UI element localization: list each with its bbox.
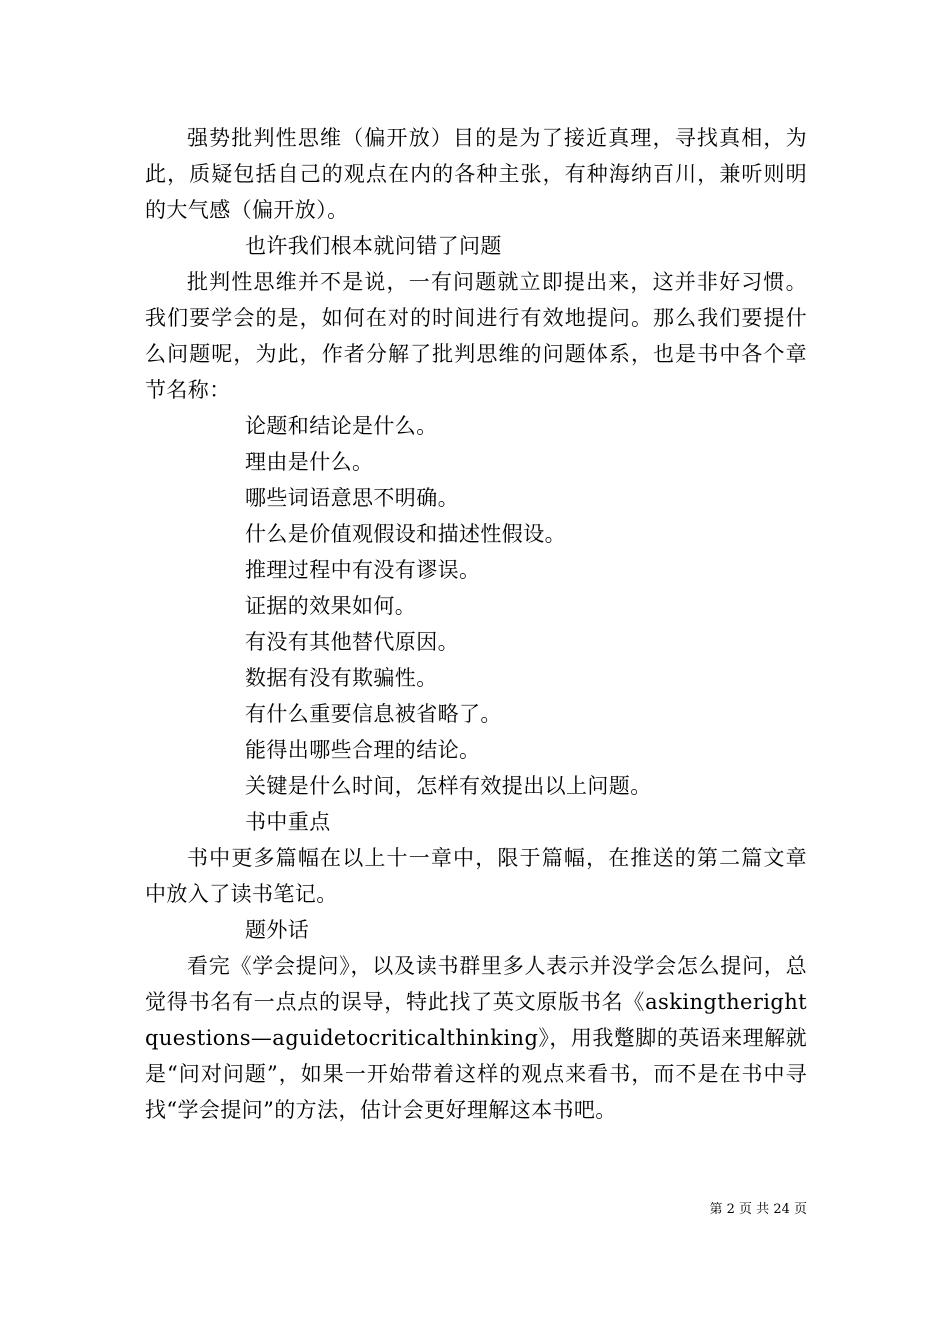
heading-line: 也许我们根本就问错了问题 [245,234,502,258]
list-item: 数据有没有欺骗性。 [245,666,438,690]
paragraph: 批判性思维并不是说，一有问题就立即提出来，这并非好习惯。我们要学会的是，如何在对的时间进行有效地提问。那么我们要提什么问题呢，为此，作者分解了批判思维的问题体系，也是书中各个章节名称： [145,270,807,402]
document-body [145,120,807,1128]
list-item: 推理过程中有没有谬误。 [245,558,481,582]
list-item: 哪些词语意思不明确。 [245,486,459,510]
section-heading: 题外话 [245,918,310,942]
list-item: 理由是什么。 [245,450,374,474]
list-item: 论题和结论是什么。 [245,414,438,438]
list-item: 有没有其他替代原因。 [245,630,459,654]
list-item: 能得出哪些合理的结论。 [245,738,481,762]
paragraph: 强势批判性思维（偏开放）目的是为了接近真理，寻找真相，为此，质疑包括自己的观点在内的各种主张，有种海纳百川，兼听则明的大气感（偏开放）。 [145,126,807,222]
list-item: 证据的效果如何。 [245,594,417,618]
paragraph: 看完《学会提问》，以及读书群里多人表示并没学会怎么提问，总觉得书名有一点点的误导，特此找了英文原版书名《askingtherightquestions—aguidetocriticalthinking》，用我蹩脚的英语来理解就是“问对问题”，如果一开始带着这样的观点来看书，而不是在书中寻找“学会提问”的方法，估计会更好理解这本书吧。 [145,954,807,1122]
section-heading: 书中重点 [245,810,331,834]
list-item: 有什么重要信息被省略了。 [245,702,502,726]
list-item: 什么是价值观假设和描述性假设。 [245,522,566,546]
page-number: 第 2 页 共 24 页 [709,1202,807,1217]
list-item: 关键是什么时间，怎样有效提出以上问题。 [245,774,652,798]
paragraph: 书中更多篇幅在以上十一章中，限于篇幅，在推送的第二篇文章中放入了读书笔记。 [145,846,807,906]
